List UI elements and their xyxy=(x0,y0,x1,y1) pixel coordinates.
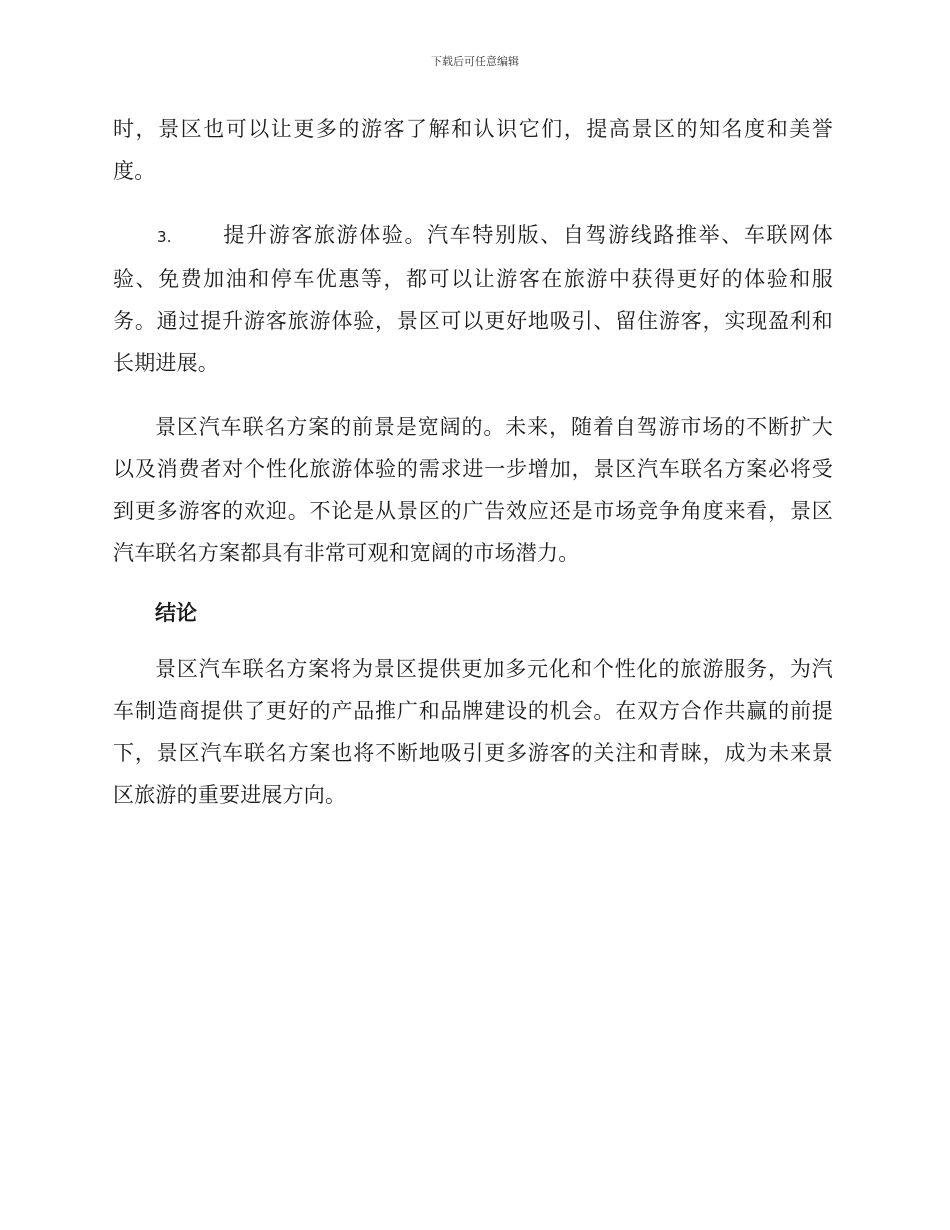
document-body xyxy=(113,108,833,838)
list-number: 3. xyxy=(157,228,172,246)
paragraph-outlook: 景区汽车联名方案的前景是宽阔的。未来，随着自驾游市场的不断扩大以及消费者对个性化旅游体验的需求进一步增加，景区汽车联名方案必将受到更多游客的欢迎。不论是从景区的广告效应还是市场竞争角度来看，景区汽车联名方案都具有非常可观和宽阔的市场潜力。 xyxy=(113,415,833,565)
paragraph-conclusion: 景区汽车联名方案将为景区提供更加多元化和个性化的旅游服务，为汽车制造商提供了更好的产品推广和品牌建设的机会。在双方合作共赢的前提下，景区汽车联名方案也将不断地吸引更多游客的关注和青睐，成为未来景区旅游的重要进展方向。 xyxy=(113,657,833,807)
section-heading-conclusion: 结论 xyxy=(155,601,197,625)
numbered-paragraph-text: 提升游客旅游体验。汽车特别版、自驾游线路推举、车联网体验、免费加油和停车优惠等，都可以让游客在旅游中获得更好的体验和服务。通过提升游客旅游体验，景区可以更好地吸引、留住游客，实现盈利和长期进展。 xyxy=(113,223,833,375)
paragraph-continuation: 时，景区也可以让更多的游客了解和认识它们，提高景区的知名度和美誉度。 xyxy=(113,117,833,183)
numbered-paragraph-3 xyxy=(113,214,833,384)
page-header: 下载后可任意编辑 xyxy=(431,55,519,68)
